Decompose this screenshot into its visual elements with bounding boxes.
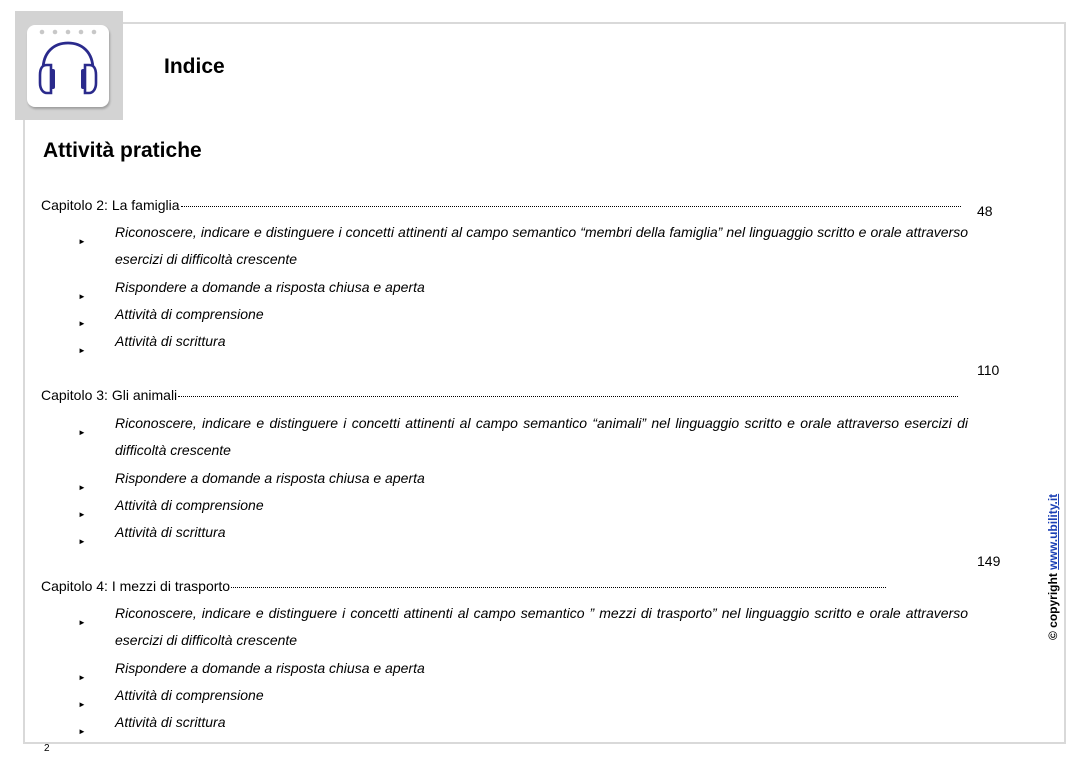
list-item: ► Attività di scrittura	[78, 328, 968, 355]
bullet-icon: ►	[78, 618, 86, 627]
list-item: ► Attività di scrittura	[78, 709, 968, 736]
page-title: Indice	[164, 55, 225, 78]
bullet-icon: ►	[78, 291, 86, 301]
dot-leader	[181, 205, 961, 207]
bullet-icon: ►	[78, 699, 86, 709]
chapter-entry[interactable]	[41, 387, 958, 403]
chapter-page-number: 48	[977, 203, 993, 219]
chapter-page-number: 110	[977, 362, 1000, 378]
chapter-topic-list	[78, 600, 968, 736]
chapter-title: Capitolo 2: La famiglia	[41, 197, 180, 213]
chapter-title: Capitolo 4: I mezzi di trasporto	[41, 578, 231, 594]
bullet-icon: ►	[78, 509, 86, 519]
chapter-entry[interactable]	[41, 197, 961, 213]
dot-leader	[231, 586, 886, 588]
list-item: ► Rispondere a domande a risposta chiusa e aperta	[78, 655, 968, 682]
chapter-title: Capitolo 3: Gli animali	[41, 387, 178, 403]
chapter-entry[interactable]	[41, 578, 886, 594]
page-number: 2	[44, 743, 50, 754]
bullet-icon: ►	[78, 727, 86, 737]
logo-box	[15, 11, 123, 120]
headphones-icon	[27, 25, 109, 107]
list-item: ► Attività di comprensione	[78, 682, 968, 709]
bullet-icon: ►	[78, 672, 86, 682]
copyright-link[interactable]: www.ubility.it	[1046, 493, 1060, 570]
copyright-notice	[1046, 494, 1060, 640]
list-item: ► Riconoscere, indicare e distinguere i concetti attinenti al campo semantico “animali” nel linguaggio scritto e orale attraverso esercizi di difficoltà crescente	[78, 415, 968, 459]
list-item: ► Attività di comprensione	[78, 301, 968, 328]
bullet-icon: ►	[78, 237, 86, 246]
list-item: ► Attività di comprensione	[78, 492, 968, 519]
list-item: ► Riconoscere, indicare e distinguere i concetti attinenti al campo semantico ” mezzi di trasporto” nel linguaggio scritto e orale attraverso esercizi di difficoltà crescente	[78, 605, 968, 649]
copyright-text: © copyright	[1046, 569, 1060, 640]
chapter-topic-list	[78, 410, 968, 546]
list-item: ► Rispondere a domande a risposta chiusa e aperta	[78, 465, 968, 492]
dot-leader	[178, 395, 958, 397]
chapter-page-number: 149	[977, 553, 1001, 569]
list-item: ► Rispondere a domande a risposta chiusa e aperta	[78, 274, 968, 301]
bullet-icon: ►	[78, 318, 86, 328]
list-item: ► Riconoscere, indicare e distinguere i concetti attinenti al campo semantico “membri della famiglia” nel linguaggio scritto e orale attraverso esercizi di difficoltà crescente	[78, 224, 968, 268]
bullet-icon: ►	[78, 482, 86, 492]
list-item: ► Attività di scrittura	[78, 519, 968, 546]
section-title: Attività pratiche	[43, 139, 202, 162]
bullet-icon: ►	[78, 537, 86, 547]
bullet-icon: ►	[78, 346, 86, 356]
chapter-topic-list	[78, 219, 968, 355]
bullet-icon: ►	[78, 428, 86, 437]
